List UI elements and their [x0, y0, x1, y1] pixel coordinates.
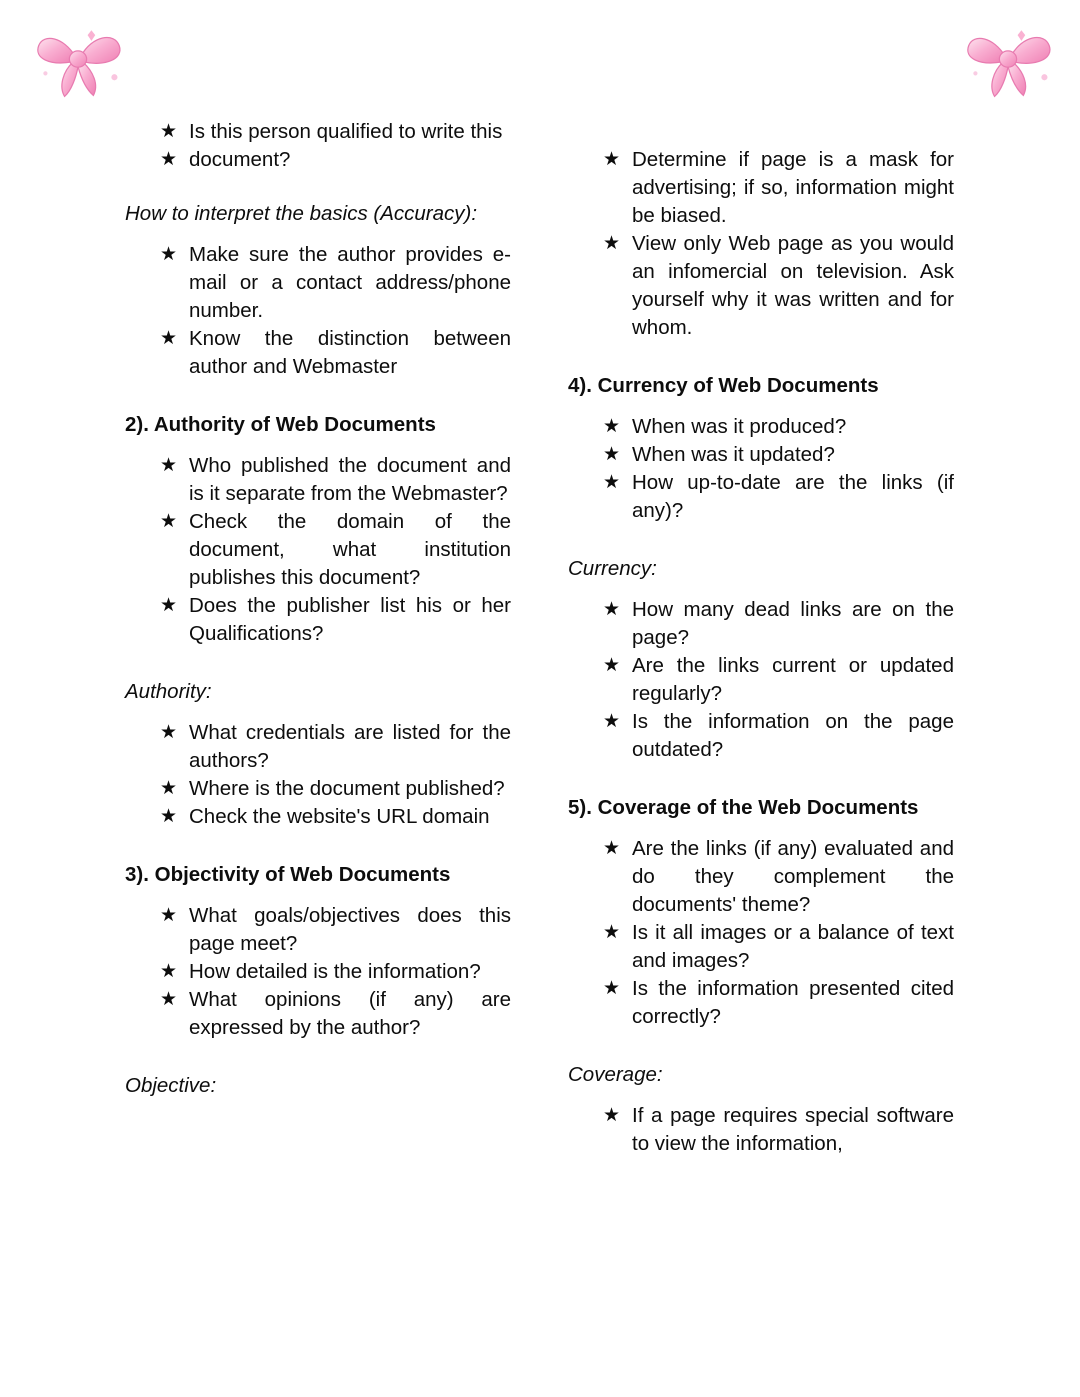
objectivity-bullet-list: [125, 902, 511, 1042]
objective-bullet-list: [568, 146, 954, 342]
star-bullet-icon: ★: [603, 444, 621, 465]
list-item-text: Does the publisher list his or her Qualifications?: [189, 594, 511, 645]
list-item-text: What opinions (if any) are expressed by the author?: [189, 988, 511, 1039]
star-bullet-icon: ★: [160, 511, 178, 532]
coverage-subheading: Coverage:: [568, 1063, 663, 1086]
list-item-text: Check the website's URL domain: [189, 805, 490, 828]
star-bullet-icon: ★: [603, 149, 621, 170]
list-item-text: What credentials are listed for the authors?: [189, 721, 511, 772]
list-item-text: Who published the document and is it separate from the Webmaster?: [189, 454, 511, 505]
list-item-text: Make sure the author provides e-mail or a contact address/phone number.: [189, 243, 511, 322]
list-item-text: Determine if page is a mask for advertising; if so, information might be biased.: [632, 148, 954, 227]
list-item-text: Is it all images or a balance of text and images?: [632, 921, 954, 972]
list-item: [160, 902, 511, 958]
list-item-text: Check the domain of the document, what institution publishes this document?: [189, 510, 511, 589]
authority-heading: 2). Authority of Web Documents: [125, 413, 436, 436]
list-item-text: How many dead links are on the page?: [632, 598, 954, 649]
list-item-text: Is this person qualified to write this: [189, 120, 503, 143]
star-bullet-icon: ★: [160, 961, 178, 982]
list-item-text: Where is the document published?: [189, 777, 505, 800]
list-item-text: Know the distinction between author and Webmaster: [189, 327, 511, 378]
right-column: [568, 146, 954, 1158]
accuracy-subheading: How to interpret the basics (Accuracy):: [125, 202, 478, 225]
star-bullet-icon: ★: [160, 121, 178, 142]
star-bullet-icon: ★: [603, 711, 621, 732]
star-bullet-icon: ★: [160, 455, 178, 476]
left-column: [125, 118, 511, 1100]
coverage-heading: 5). Coverage of the Web Documents: [568, 796, 919, 819]
list-item: [160, 958, 511, 986]
list-item: [603, 441, 954, 469]
list-item: [160, 241, 511, 325]
coverage-bullet-list: [568, 835, 954, 1031]
list-item: [603, 1102, 954, 1158]
list-item-text: How up-to-date are the links (if any)?: [632, 471, 954, 522]
list-item: [603, 413, 954, 441]
star-bullet-icon: ★: [160, 806, 178, 827]
list-item-text: Is the information presented cited correctly?: [632, 977, 954, 1028]
list-item-text: View only Web page as you would an infomercial on television. Ask yourself why it was written and for whom.: [632, 232, 954, 339]
list-item: [160, 719, 511, 775]
list-item: [603, 469, 954, 525]
currency-bullet-list: [568, 413, 954, 525]
authority-bullet-list: [125, 452, 511, 648]
list-item: [603, 835, 954, 919]
list-item: [603, 146, 954, 230]
list-item: [603, 652, 954, 708]
list-item-text: What goals/objectives does this page meet?: [189, 904, 511, 955]
currency-subheading: Currency:: [568, 557, 657, 580]
star-bullet-icon: ★: [603, 838, 621, 859]
star-bullet-icon: ★: [160, 778, 178, 799]
authority-sub-bullet-list: [125, 719, 511, 831]
list-item: [603, 708, 954, 764]
list-item: [603, 596, 954, 652]
list-item-text: How detailed is the information?: [189, 960, 481, 983]
continued-bullet-list: [125, 118, 511, 174]
star-bullet-icon: ★: [160, 722, 178, 743]
list-item: [160, 803, 511, 831]
coverage-sub-bullet-list: [568, 1102, 954, 1158]
objectivity-heading: 3). Objectivity of Web Documents: [125, 863, 451, 886]
currency-sub-bullet-list: [568, 596, 954, 764]
list-item-text: document?: [189, 148, 291, 171]
star-bullet-icon: ★: [603, 233, 621, 254]
star-bullet-icon: ★: [160, 989, 178, 1010]
pink-bow-sticker-right: [960, 14, 1056, 106]
pink-bow-sticker-left: [30, 14, 126, 106]
accuracy-bullet-list: [125, 241, 511, 381]
star-bullet-icon: ★: [603, 978, 621, 999]
list-item: [160, 146, 511, 174]
star-bullet-icon: ★: [603, 1105, 621, 1126]
list-item-text: Are the links current or updated regularly?: [632, 654, 954, 705]
list-item: [160, 508, 511, 592]
list-item: [160, 592, 511, 648]
list-item: [603, 230, 954, 342]
star-bullet-icon: ★: [160, 328, 178, 349]
star-bullet-icon: ★: [603, 416, 621, 437]
list-item: [603, 975, 954, 1031]
list-item: [160, 452, 511, 508]
star-bullet-icon: ★: [160, 595, 178, 616]
star-bullet-icon: ★: [160, 244, 178, 265]
list-item: [160, 986, 511, 1042]
star-bullet-icon: ★: [603, 922, 621, 943]
list-item-text: When was it updated?: [632, 443, 835, 466]
list-item: [160, 775, 511, 803]
authority-subheading: Authority:: [125, 680, 212, 703]
star-bullet-icon: ★: [603, 472, 621, 493]
star-bullet-icon: ★: [160, 149, 178, 170]
list-item: [603, 919, 954, 975]
list-item: [160, 118, 511, 146]
list-item-text: When was it produced?: [632, 415, 847, 438]
list-item-text: If a page requires special software to view the information,: [632, 1104, 954, 1155]
star-bullet-icon: ★: [160, 905, 178, 926]
list-item-text: Is the information on the page outdated?: [632, 710, 954, 761]
currency-heading: 4). Currency of Web Documents: [568, 374, 879, 397]
star-bullet-icon: ★: [603, 599, 621, 620]
list-item-text: Are the links (if any) evaluated and do they complement the documents' theme?: [632, 837, 954, 916]
objective-subheading: Objective:: [125, 1074, 217, 1097]
list-item: [160, 325, 511, 381]
star-bullet-icon: ★: [603, 655, 621, 676]
